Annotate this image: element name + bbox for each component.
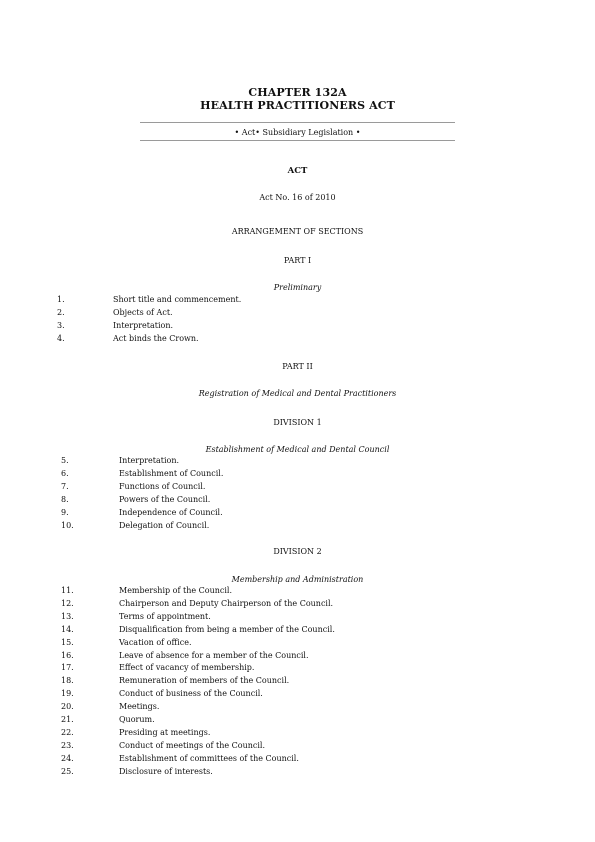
section-row xyxy=(61,714,560,726)
section-title: Powers of the Council. xyxy=(119,494,211,504)
section-number: 1. xyxy=(57,295,65,304)
section-row xyxy=(61,662,560,674)
section-number: 6. xyxy=(61,468,69,478)
section-row xyxy=(61,520,560,532)
section-title: Conduct of business of the Council. xyxy=(119,689,263,699)
section-number: 17. xyxy=(61,663,74,673)
section-number: 21. xyxy=(61,715,74,724)
section-number: 7. xyxy=(61,481,69,491)
section-row xyxy=(61,688,560,700)
section-row xyxy=(61,468,560,480)
section-title: Independence of Council. xyxy=(119,507,223,517)
subsidiary-legislation-link[interactable]: Subsidiary Legislation xyxy=(262,128,354,137)
section-row xyxy=(61,650,560,662)
section-row xyxy=(57,333,560,345)
section-number: 9. xyxy=(61,507,69,517)
section-number: 10. xyxy=(61,520,74,530)
section-title: Short title and commencement. xyxy=(113,295,242,304)
part-subheading: Registration of Medical and Dental Practitioners xyxy=(198,389,397,398)
section-row xyxy=(61,624,560,636)
arrangement-heading: ARRANGEMENT OF SECTIONS xyxy=(231,227,364,236)
section-row xyxy=(61,753,560,765)
section-number: 19. xyxy=(61,689,74,699)
nav-bullet: • xyxy=(355,128,361,137)
section-number: 24. xyxy=(61,753,74,763)
section-row xyxy=(57,320,560,332)
section-title: Establishment of Council. xyxy=(119,468,224,478)
section-title: Vacation of office. xyxy=(119,637,192,647)
nav-bullet: • xyxy=(255,128,260,137)
section-number: 4. xyxy=(57,333,65,343)
section-title: Disqualification from being a member of the Council. xyxy=(119,624,335,634)
document-nav xyxy=(0,128,595,137)
section-number: 8. xyxy=(61,494,69,504)
section-row xyxy=(61,766,560,778)
section-number: 25. xyxy=(61,766,74,776)
section-row xyxy=(61,585,560,597)
section-row xyxy=(61,727,560,739)
section-row xyxy=(61,507,560,519)
section-title: Effect of vacancy of membership. xyxy=(119,663,255,673)
section-number: 13. xyxy=(61,611,74,621)
division-heading: DIVISION 2 xyxy=(273,547,322,556)
section-row xyxy=(61,494,560,506)
section-title: Disclosure of interests. xyxy=(119,766,213,776)
section-number: 15. xyxy=(61,637,74,647)
section-title: Chairperson and Deputy Chairperson of the Council. xyxy=(119,598,334,608)
section-title: Remuneration of members of the Council. xyxy=(119,676,290,686)
section-title: Meetings. xyxy=(119,702,160,712)
section-row xyxy=(61,481,560,493)
top-divider xyxy=(140,122,455,123)
section-title: Interpretation. xyxy=(119,456,180,465)
act-link[interactable]: Act xyxy=(241,128,256,137)
section-title: Delegation of Council. xyxy=(119,520,210,530)
section-row xyxy=(61,637,560,649)
section-number: 20. xyxy=(61,702,74,712)
section-title: Conduct of meetings of the Council. xyxy=(119,740,266,750)
section-title: Interpretation. xyxy=(113,320,174,330)
section-row xyxy=(61,455,560,467)
part-heading: PART II xyxy=(282,362,313,371)
act-number: Act No. 16 of 2010 xyxy=(259,193,336,202)
division-subheading: Establishment of Medical and Dental Council xyxy=(205,445,390,454)
section-number: 2. xyxy=(57,307,65,317)
bottom-divider xyxy=(140,140,455,141)
part-subheading: Preliminary xyxy=(273,283,322,292)
section-row xyxy=(61,675,560,687)
section-number: 18. xyxy=(61,676,74,686)
act-heading: ACT xyxy=(287,166,308,176)
section-row xyxy=(61,740,560,752)
chapter-heading: CHAPTER 132A xyxy=(248,86,347,99)
section-number: 23. xyxy=(61,740,74,750)
act-title: HEALTH PRACTITIONERS ACT xyxy=(200,99,395,112)
section-row xyxy=(57,294,560,306)
section-row xyxy=(61,611,560,623)
nav-bullet: • xyxy=(234,128,240,137)
section-title: Membership of the Council. xyxy=(119,586,233,595)
section-title: Quorum. xyxy=(119,715,155,724)
section-number: 3. xyxy=(57,320,65,330)
section-number: 11. xyxy=(61,586,74,595)
section-title: Objects of Act. xyxy=(113,307,173,317)
section-number: 16. xyxy=(61,650,74,660)
section-row xyxy=(61,701,560,713)
section-number: 5. xyxy=(61,456,69,465)
section-row xyxy=(61,598,560,610)
section-row xyxy=(57,307,560,319)
section-title: Presiding at meetings. xyxy=(119,727,211,737)
section-title: Functions of Council. xyxy=(119,481,206,491)
section-number: 12. xyxy=(61,598,74,608)
part-heading: PART I xyxy=(283,256,312,265)
division-heading: DIVISION 1 xyxy=(273,418,322,427)
section-title: Establishment of committees of the Council. xyxy=(119,753,299,763)
section-number: 14. xyxy=(61,624,74,634)
section-number: 22. xyxy=(61,727,74,737)
section-title: Act binds the Crown. xyxy=(113,333,199,343)
division-subheading: Membership and Administration xyxy=(231,575,364,584)
section-title: Leave of absence for a member of the Council. xyxy=(119,650,309,660)
section-title: Terms of appointment. xyxy=(119,611,211,621)
